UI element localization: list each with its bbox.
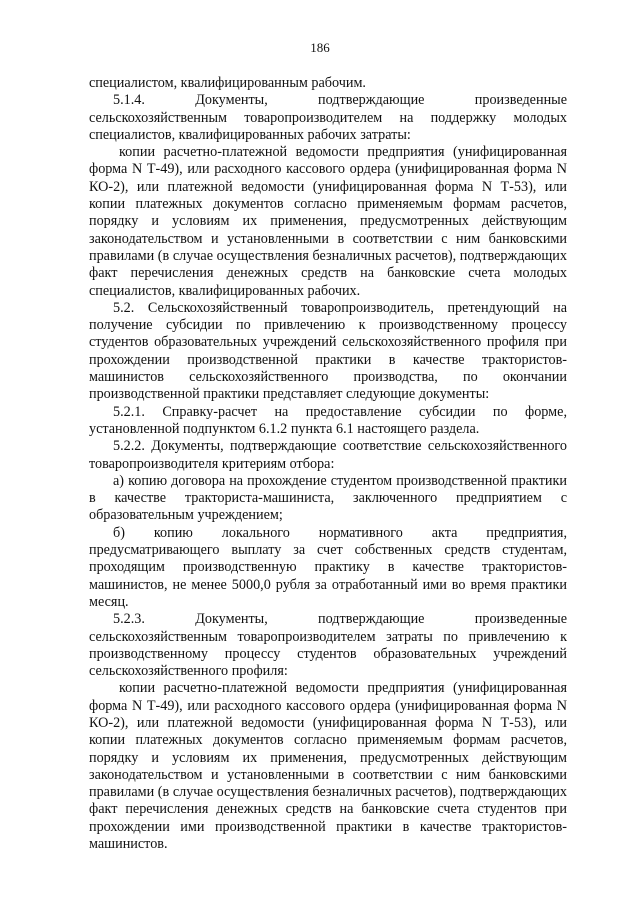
paragraph-continuation: специалистом, квалифицированным рабочим. xyxy=(89,75,366,91)
paragraph-payment-copies-specialists: копии расчетно-платежной ведомости предприятия (унифицированная форма N Т-49), или расходного кассового ордера (унифицированная форма N КО-2), или платежной ведомости (унифицированная форма N Т-53), или копии платежных документов согласно применяемым формам расчетов, порядку и условиям их применения, предусмотренных действующим законодательством и установленными в соответствии с ним банковскими правилами (в случае осуществления безналичных расчетов), подтверждающих факт перечисления денежных средств на банковские счета молодых специалистов, квалифицированных рабочих. xyxy=(89,144,567,299)
paragraph-payment-copies-students: копии расчетно-платежной ведомости предприятия (унифицированная форма N Т-49), или расходного кассового ордера (унифицированная форма N КО-2), или платежной ведомости (унифицированная форма N Т-53), или копии платежных документов согласно применяемым формам расчетов, порядку и условиям их применения, предусмотренных действующим законодательством и установленными в соответствии с ним банковскими правилами (в случае осуществления безналичных расчетов), подтверждающих факт перечисления денежных средств на банковские счета студентов при прохождении ими производственной практики в качестве трактористов-машинистов. xyxy=(89,680,567,853)
paragraph-item-a: а) копию договора на прохождение студентом производственной практики в качестве тракториста-машиниста, заключенного предприятием с образовательным учреждением; xyxy=(89,472,567,524)
paragraph-5-2-2: 5.2.2. Документы, подтверждающие соответствие сельскохозяйственного товаропроизводителя критериям отбора: xyxy=(89,438,567,472)
document-body xyxy=(89,75,567,853)
paragraph-item-b: б) копию локального нормативного акта предприятия, предусматривающего выплату за счет собственных средств студентам, проходящим производственную практику в качестве трактористов-машинистов, не менее 5000,0 рубля за отработанный ими во время практики месяц. xyxy=(89,524,567,610)
paragraph-5-1-4: 5.1.4. Документы, подтверждающие произведенные сельскохозяйственным товаропроизводителем на поддержку молодых специалистов, квалифицированных рабочих затраты: xyxy=(89,92,567,143)
paragraph-5-2-3: 5.2.3. Документы, подтверждающие произведенные сельскохозяйственным товаропроизводителем затраты по привлечению к производственному процессу студентов образовательных учреждений сельскохозяйственного профиля: xyxy=(89,611,567,680)
paragraph-5-2-1: 5.2.1. Справку-расчет на предоставление субсидии по форме, установленной подпунктом 6.1.2 пункта 6.1 настоящего раздела. xyxy=(89,403,567,437)
page-number: 186 xyxy=(310,40,330,55)
paragraph-5-2: 5.2. Сельскохозяйственный товаропроизводитель, претендующий на получение субсидии по привлечению к производственному процессу студентов образовательных учреждений сельскохозяйственного профиля при прохождении производственной практики в качестве трактористов-машинистов сельскохозяйственного производства, по окончании производственной практики представляет следующие документы: xyxy=(89,299,567,403)
